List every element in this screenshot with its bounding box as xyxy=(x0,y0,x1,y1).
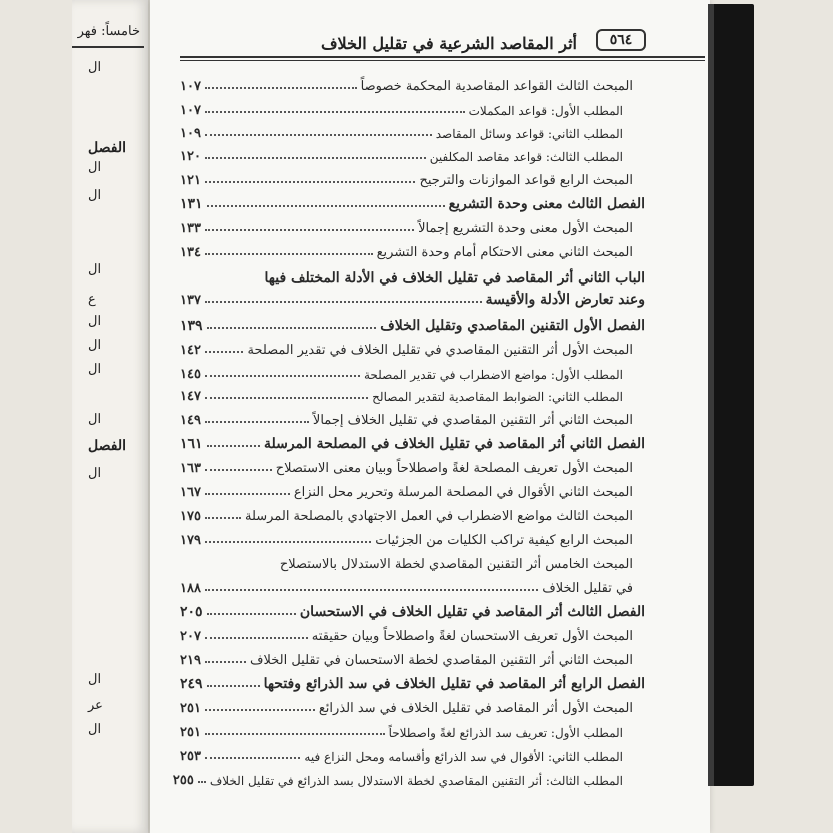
left-page-text-fragment: ال xyxy=(88,314,102,329)
toc-entry-page: ٢٥١ xyxy=(180,725,201,740)
toc-entry-title: الفصل الثالث أثر المقاصد في تقليل الخلاف في الاستحسان xyxy=(299,604,645,620)
left-page-text-fragment: ال xyxy=(88,672,102,687)
toc-entry-page: ١٣٧ xyxy=(180,293,201,308)
left-page-text-fragment: الفصل xyxy=(88,140,126,156)
left-page-text-fragment: ال xyxy=(88,338,102,353)
toc-leader-dots xyxy=(207,685,260,687)
toc-entry-title: الفصل الرابع أثر المقاصد في تقليل الخلاف في سد الذرائع وفتحها xyxy=(263,676,645,692)
toc-entry-page: ٢٥١ xyxy=(180,701,201,716)
left-page-text-fragment: ال xyxy=(88,262,102,277)
toc-entry-page: ٢٥٣ xyxy=(180,749,201,764)
toc-entry-title: المطلب الأول: تعريف سد الذرائع لغةً واصطلاحاً xyxy=(388,726,623,740)
toc-entry-page: ١٦٧ xyxy=(180,485,201,500)
toc-entry-title: الفصل الثاني أثر المقاصد في تقليل الخلاف في المصلحة المرسلة xyxy=(263,436,645,452)
toc-leader-dots xyxy=(205,397,368,399)
toc-entry xyxy=(180,70,645,94)
toc-entry-title: المبحث الثاني الأقوال في المصلحة المرسلة وتحرير محل النزاع xyxy=(293,485,633,500)
toc-entry-title: في تقليل الخلاف xyxy=(542,581,633,596)
toc-entry-title: المبحث الأول تعريف الاستحسان لغةً واصطلاحاً وبيان حقيقته xyxy=(311,629,633,644)
toc-entry-title: المطلب الأول: قواعد المكملات xyxy=(468,104,623,118)
toc-entry xyxy=(172,764,645,788)
toc-entry xyxy=(180,164,645,188)
toc-leader-dots xyxy=(207,445,260,447)
toc-leader-dots xyxy=(205,637,308,639)
toc-leader-dots xyxy=(205,181,416,183)
toc-leader-dots xyxy=(205,709,315,711)
toc-entry xyxy=(180,262,645,286)
toc-entry-page: ١٦١ xyxy=(180,436,203,452)
toc-leader-dots xyxy=(205,301,482,303)
left-page-text-fragment: عر xyxy=(88,698,103,713)
toc-entry-title: المطلب الثالث: أثر التقنين المقاصدي لخطة الاستدلال بسد الذرائع في تقليل الخلاف xyxy=(209,774,623,788)
left-page-text-fragment: ال xyxy=(88,362,102,377)
toc-entry xyxy=(180,596,645,620)
left-page-text-fragment: ال xyxy=(88,722,102,737)
toc-entry-title: الباب الثاني أثر المقاصد في تقليل الخلاف في الأدلة المختلف فيها xyxy=(264,270,645,286)
toc-entry-page: ١٠٧ xyxy=(180,103,201,118)
toc-entry-page: ١٤٢ xyxy=(180,343,201,358)
toc-entry-page: ١٢١ xyxy=(180,173,201,188)
toc-leader-dots xyxy=(205,469,272,471)
toc-entry-page: ٢٤٩ xyxy=(180,676,203,692)
left-page-text-fragment: ال xyxy=(88,412,102,427)
toc-entry-page: ٢٠٥ xyxy=(180,604,203,620)
toc-entry xyxy=(180,524,645,548)
toc-entry-title: المبحث الثاني أثر التقنين المقاصدي في تقليل الخلاف إجمالاً xyxy=(312,413,633,428)
toc-entry-page: ١٢٠ xyxy=(180,149,201,164)
toc-entry xyxy=(180,476,645,500)
toc-entry-title: الفصل الثالث معنى وحدة التشريع xyxy=(448,196,645,212)
toc-entry-page: ١٠٧ xyxy=(180,79,201,94)
toc-entry xyxy=(180,117,645,141)
left-page-text-fragment: ال xyxy=(88,60,102,75)
toc-entry xyxy=(180,212,645,236)
left-page-text-fragment: الفصل xyxy=(88,438,126,454)
toc-entry-title: المبحث الخامس أثر التقنين المقاصدي لخطة الاستدلال بالاستصلاح xyxy=(279,557,633,572)
toc-leader-dots xyxy=(207,327,377,329)
toc-entry xyxy=(180,452,645,476)
toc-entry xyxy=(180,740,645,764)
left-page-text-fragment: ال xyxy=(88,160,102,175)
left-page-text-fragment: ع xyxy=(88,292,96,307)
toc-leader-dots xyxy=(205,351,244,353)
toc-leader-dots xyxy=(205,253,373,255)
toc-entry-title: المبحث الأول أثر المقاصد في تقليل الخلاف في سد الذرائع xyxy=(318,701,633,716)
toc-entry-page: ١٣١ xyxy=(180,196,203,212)
toc-entry xyxy=(180,236,645,260)
toc-leader-dots xyxy=(205,375,360,377)
toc-entry xyxy=(180,94,645,118)
toc-entry xyxy=(180,310,645,334)
book-cover-edge xyxy=(708,4,714,786)
toc-leader-dots xyxy=(205,541,371,543)
toc-entry-page: ١٤٥ xyxy=(180,367,201,382)
toc-entry xyxy=(180,140,645,164)
toc-entry-title: المطلب الثالث: قواعد مقاصد المكلفين xyxy=(429,150,623,164)
toc-entry-title: المبحث الأول معنى وحدة التشريع إجمالاً xyxy=(418,221,633,236)
toc-entry-page: ١٧٥ xyxy=(180,509,201,524)
toc-entry xyxy=(180,358,645,382)
running-header-title: أثر المقاصد الشرعية في تقليل الخلاف xyxy=(320,34,577,53)
toc-entry xyxy=(180,500,645,524)
toc-entry xyxy=(180,716,645,740)
toc-entry xyxy=(180,334,645,358)
toc-entry-page: ١٤٧ xyxy=(180,389,201,404)
toc-leader-dots xyxy=(205,589,538,591)
left-page-text-fragment: ال xyxy=(88,188,102,203)
toc-entry-title: المبحث الأول أثر التقنين المقاصدي في تقليل الخلاف في تقدير المصلحة xyxy=(247,343,633,358)
toc-leader-dots xyxy=(205,87,357,89)
toc-entry xyxy=(180,620,645,644)
toc-entry xyxy=(180,428,645,452)
toc-leader-dots xyxy=(205,134,432,136)
toc-entry-title: الفصل الأول التقنين المقاصدي وتقليل الخلاف xyxy=(380,318,645,334)
toc-leader-dots xyxy=(198,781,206,783)
toc-entry-page: ١٤٩ xyxy=(180,413,201,428)
toc-leader-dots xyxy=(207,205,445,207)
toc-entry xyxy=(180,692,645,716)
toc-entry-page: ١٧٩ xyxy=(180,533,201,548)
toc-leader-dots xyxy=(207,613,296,615)
toc-entry-title: المبحث الثاني أثر التقنين المقاصدي لخطة الاستحسان في تقليل الخلاف xyxy=(250,653,633,668)
page-number: ٥٦٤ xyxy=(609,32,633,48)
toc-entry-title: المبحث الأول تعريف المصلحة لغةً واصطلاحاً وبيان معنى الاستصلاح xyxy=(275,461,633,476)
toc-entry xyxy=(180,644,645,668)
toc-entry-page: ١٣٩ xyxy=(180,318,203,334)
toc-entry xyxy=(180,404,645,428)
toc-entry-title: وعند تعارض الأدلة والأقيسة xyxy=(485,292,645,308)
toc-leader-dots xyxy=(205,421,309,423)
toc-entry-title: المطلب الثاني: الأقوال في سد الذرائع وأقسامه ومحل النزاع فيه xyxy=(304,750,623,764)
toc-entry xyxy=(180,572,645,596)
table-of-contents xyxy=(172,62,645,812)
toc-entry-page: ٢٠٧ xyxy=(180,629,201,644)
toc-entry-page: ٢٥٥ xyxy=(172,773,194,788)
toc-leader-dots xyxy=(205,517,241,519)
toc-entry-title: المطلب الثاني: قواعد وسائل المقاصد xyxy=(435,127,623,141)
toc-entry-page: ١٠٩ xyxy=(180,126,201,141)
toc-entry-page: ١٣٣ xyxy=(180,221,201,236)
toc-entry-page: ١٦٣ xyxy=(180,461,201,476)
toc-entry xyxy=(180,380,645,404)
book-cover xyxy=(708,4,754,786)
left-page-text-fragment: ال xyxy=(88,466,102,481)
toc-entry xyxy=(180,284,645,308)
toc-leader-dots xyxy=(205,733,385,735)
toc-entry-title: المبحث الثالث القواعد المقاصدية المحكمة خصوصاً xyxy=(360,79,633,94)
toc-entry-title: المطلب الثاني: الضوابط المقاصدية لتقدير المصالح xyxy=(372,390,623,404)
toc-entry-title: المبحث الرابع كيفية تراكب الكليات من الجزئيات xyxy=(375,533,633,548)
toc-leader-dots xyxy=(205,229,414,231)
toc-entry xyxy=(180,188,645,212)
toc-entry-title: المبحث الثاني معنى الاحتكام أمام وحدة التشريع xyxy=(376,245,633,260)
toc-leader-dots xyxy=(205,157,426,159)
toc-leader-dots xyxy=(205,661,246,663)
left-page-header: خامساً: فهر xyxy=(77,24,140,39)
toc-entry-page: ٢١٩ xyxy=(180,653,201,668)
left-page-rule xyxy=(72,46,144,48)
toc-entry-page: ١٨٨ xyxy=(180,581,201,596)
toc-leader-dots xyxy=(205,493,290,495)
page-number-badge xyxy=(596,29,646,51)
toc-entry xyxy=(180,548,645,572)
left-page xyxy=(72,0,148,833)
toc-entry-page: ١٣٤ xyxy=(180,245,201,260)
toc-entry-title: المطلب الأول: مواضع الاضطراب في تقدير المصلحة xyxy=(363,368,623,382)
toc-leader-dots xyxy=(205,757,300,759)
toc-leader-dots xyxy=(205,111,465,113)
toc-entry xyxy=(180,668,645,692)
header-rule xyxy=(180,56,705,58)
header-rule-thin xyxy=(180,60,705,61)
toc-entry-title: المبحث الثالث مواضع الاضطراب في العمل الاجتهادي بالمصلحة المرسلة xyxy=(245,509,633,524)
toc-entry-title: المبحث الرابع قواعد الموازنات والترجيح xyxy=(419,173,633,188)
